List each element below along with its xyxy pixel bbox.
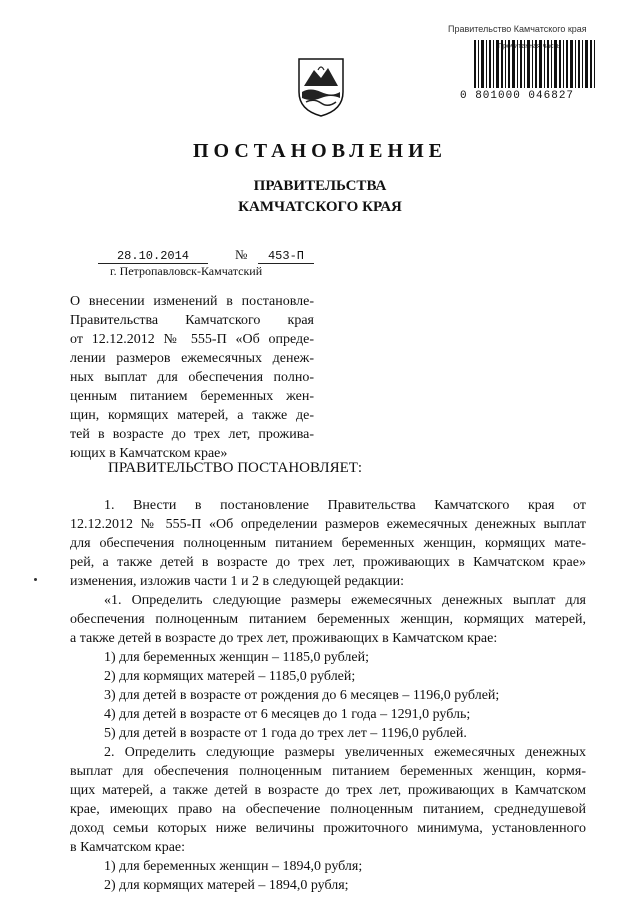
barcode-number: 0 801000 046827 <box>460 90 575 102</box>
subject-line: ценным питанием беременных жен- <box>70 389 314 404</box>
body-line: а также детей в возрасте до трех лет, проживающих в Камчатском крае: <box>70 631 498 646</box>
issuer-line-2: КАМЧАТСКОГО КРАЯ <box>238 199 402 215</box>
body-line: 1. Внести в постановление Правительства Камчатского края от <box>104 498 586 513</box>
body-line: доход семьи которых ниже величины прожиточного минимума, установленного <box>70 821 586 836</box>
body-line: 2) для кормящих матерей – 1185,0 рублей; <box>104 669 356 684</box>
body-line: крае, имеющих право на обеспечение полноценным питанием, среднедушевой <box>70 802 586 817</box>
subject-line: ющих в Камчатском крае» <box>70 446 228 461</box>
body-line: изменения, изложив части 1 и 2 в следующей редакции: <box>70 574 404 589</box>
body-line: 3) для детей в возрасте от рождения до 6 месяцев – 1196,0 рублей; <box>104 688 500 703</box>
body-line: для обеспечения полноценным питанием беременных женщин, кормящих мате- <box>70 536 586 551</box>
barcode <box>470 36 600 91</box>
subject-line: тей в возрасте до трех лет, прожива- <box>70 427 314 442</box>
body-line: 2. Определить следующие размеры увеличенных ежемесячных денежных <box>104 745 586 760</box>
registry-stamp-org: Правительство Камчатского края <box>448 24 587 34</box>
body-line: 5) для детей в возрасте от 1 года до трех лет – 1196,0 рублей. <box>104 726 467 741</box>
city-line: г. Петропавловск-Камчатский <box>110 264 263 278</box>
subject-line: Правительства Камчатского края <box>70 313 314 328</box>
body-line: в Камчатском крае: <box>70 840 186 855</box>
body-line: выплат для обеспечения полноценным питанием беременных женщин, кормя- <box>70 764 586 779</box>
subject-line: О внесении изменений в постановле- <box>70 294 314 309</box>
subject-line: лении размеров ежемесячных денеж- <box>70 351 314 366</box>
registry-stamp-subtitle: Прочитанная <box>498 43 541 50</box>
body-line: 12.12.2012 № 555-П «Об определении размеров ежемесячных денежных выплат <box>70 517 586 532</box>
subject-block <box>70 292 314 463</box>
body-line: 1) для беременных женщин – 1894,0 рубля; <box>104 859 363 874</box>
body-line: щих матерей, а также детей в возрасте до трех лет, проживающих в Камчатском <box>70 783 586 798</box>
body-line: «1. Определить следующие размеры ежемесячных денежных выплат для <box>104 593 586 608</box>
document-number: 453-П <box>258 249 314 264</box>
kamchatka-coat-of-arms-icon <box>296 56 346 118</box>
document-date: 28.10.2014 <box>98 249 208 264</box>
scan-speck <box>34 578 37 581</box>
body-line: 1) для беременных женщин – 1185,0 рублей; <box>104 650 369 665</box>
issuer-line-1: ПРАВИТЕЛЬСТВА <box>253 178 387 194</box>
body-line: рей, а также детей в возрасте до трех лет, проживающих в Камчатском крае» <box>70 555 586 570</box>
body-line: обеспечения полноценным питанием беременных женщин, кормящих матерей, <box>70 612 586 627</box>
document-body <box>70 496 586 895</box>
issuer-title <box>0 176 640 218</box>
subject-line: от 12.12.2012 № 555-П «Об опреде- <box>70 332 314 347</box>
subject-line: щин, кормящих матерей, а также де- <box>70 408 314 423</box>
subject-line: ных выплат для обеспечения полно- <box>70 370 314 385</box>
document-type-title: ПОСТАНОВЛЕНИЕ <box>193 140 447 162</box>
decree-heading: ПРАВИТЕЛЬСТВО ПОСТАНОВЛЯЕТ: <box>108 460 363 476</box>
number-label: № <box>235 247 248 262</box>
body-line: 2) для кормящих матерей – 1894,0 рубля; <box>104 878 349 893</box>
body-line: 4) для детей в возрасте от 6 месяцев до 1 года – 1291,0 рубль; <box>104 707 471 722</box>
